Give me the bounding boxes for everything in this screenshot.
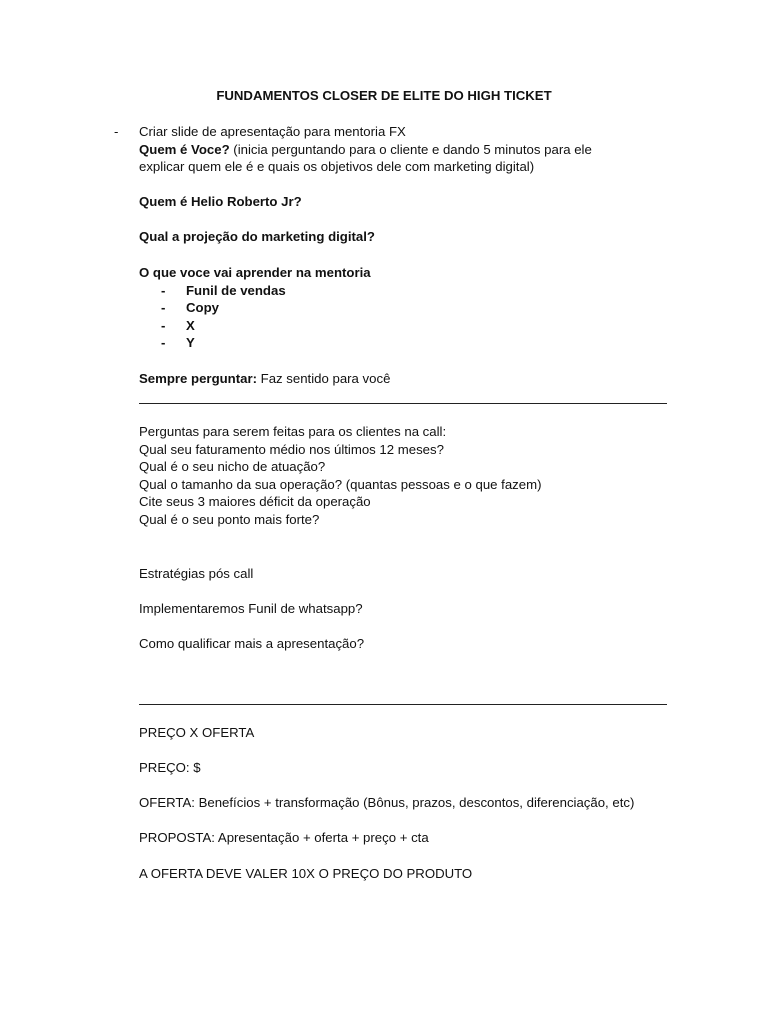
- proposta-line: PROPOSTA: Apresentação + oferta + preço + cta: [139, 830, 429, 845]
- oferta-line: OFERTA: Benefícios + transformação (Bônus, prazos, descontos, diferenciação, etc): [139, 795, 635, 810]
- list-item: - Funil de vendas: [161, 282, 286, 298]
- preco-oferta-line: PREÇO X OFERTA: [139, 725, 255, 740]
- estrategias-line: Estratégias pós call: [139, 566, 254, 581]
- horizontal-rule: [139, 403, 667, 404]
- perguntas-heading: Perguntas para serem feitas para os clientes na call:: [139, 424, 447, 439]
- sempre-perguntar-label: Sempre perguntar:: [139, 371, 257, 386]
- list-bullet: -: [114, 124, 119, 139]
- qualificar-line: Como qualificar mais a apresentação?: [139, 636, 365, 651]
- question-item: Qual é o seu nicho de atuação?: [139, 459, 326, 475]
- question-item: Qual é o seu ponto mais forte?: [139, 511, 320, 527]
- list-item: - Y: [161, 335, 195, 351]
- funil-whatsapp-line: Implementaremos Funil de whatsapp?: [139, 601, 363, 616]
- intro-line: Criar slide de apresentação para mentoria FX: [139, 124, 406, 139]
- intro-section: [139, 123, 679, 176]
- document-title: FUNDAMENTOS CLOSER DE ELITE DO HIGH TICKET: [216, 88, 552, 103]
- quem-voce-text: (inicia perguntando para o cliente e dando 5 minutos para ele explicar quem ele é e quais os objetivos dele com marketing digital): [139, 141, 592, 175]
- aprender-section: [139, 264, 679, 352]
- oferta-valer-line: A OFERTA DEVE VALER 10X O PREÇO DO PRODUTO: [139, 866, 473, 881]
- sempre-perguntar-line: [139, 370, 679, 388]
- projecao-heading: Qual a projeção do marketing digital?: [139, 229, 375, 244]
- list-item: - X: [161, 317, 195, 333]
- perguntas-section: [139, 423, 679, 529]
- aprender-heading: O que voce vai aprender na mentoria: [139, 265, 371, 280]
- sempre-perguntar-text: Faz sentido para você: [256, 371, 391, 386]
- quem-helio-heading: Quem é Helio Roberto Jr?: [139, 194, 302, 209]
- quem-voce-label: Quem é Voce?: [139, 141, 230, 157]
- question-item: Qual o tamanho da sua operação? (quantas pessoas e o que fazem): [139, 476, 542, 492]
- question-item: Qual seu faturamento médio nos últimos 12 meses?: [139, 441, 444, 457]
- horizontal-rule: [139, 704, 667, 705]
- question-item: Cite seus 3 maiores déficit da operação: [139, 494, 371, 510]
- list-item: - Copy: [161, 300, 219, 316]
- quem-voce-paragraph: [139, 141, 639, 176]
- preco-line: PREÇO: $: [139, 760, 201, 775]
